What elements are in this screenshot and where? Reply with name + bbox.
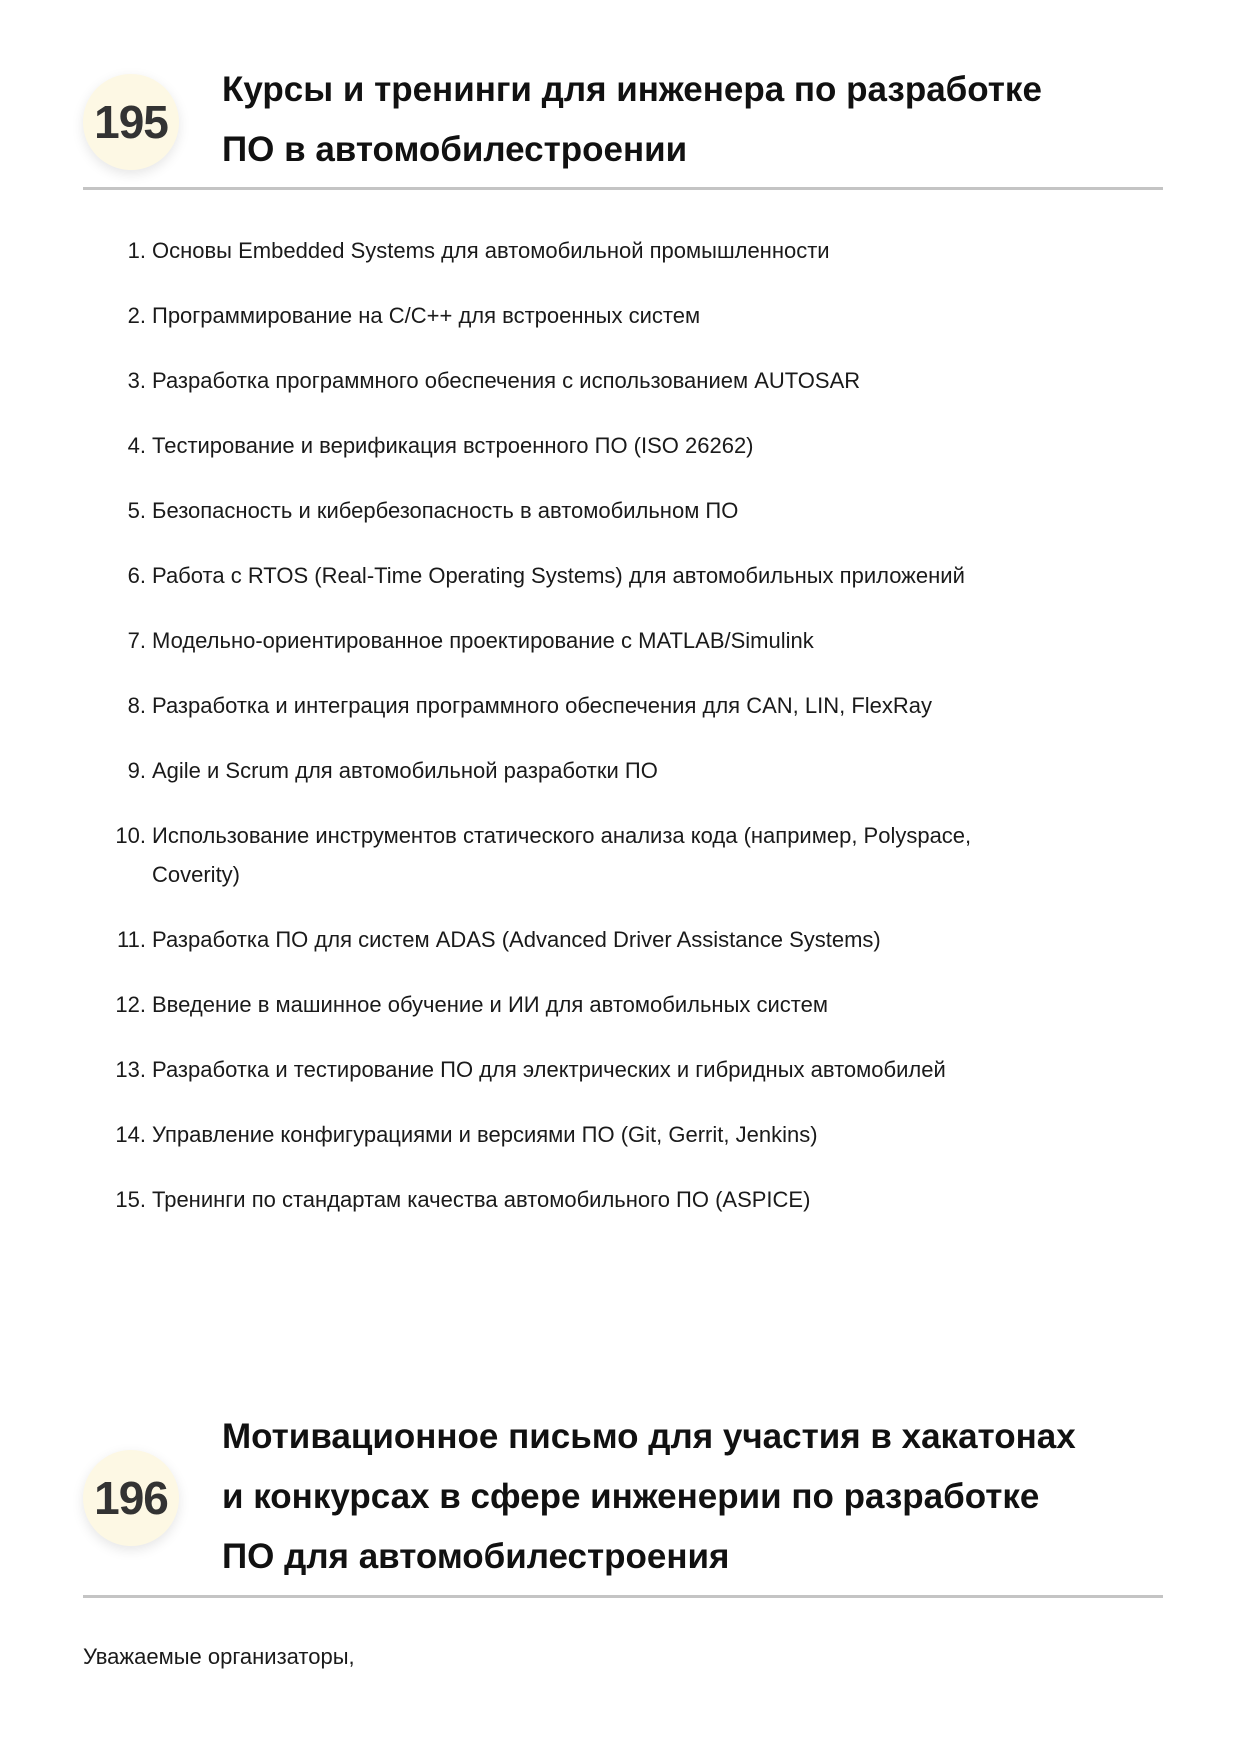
list-item-line: Управление конфигурациями и версиями ПО (Git, Gerrit, Jenkins) [152, 1122, 818, 1147]
list-item [100, 426, 1140, 465]
list-item-line: Модельно-ориентированное проектирование с MATLAB/Simulink [152, 628, 814, 653]
list-item [100, 985, 1140, 1024]
list-item-line: Coverity) [152, 862, 241, 887]
list-item [100, 920, 1140, 959]
list-item-number: 15. [115, 1187, 146, 1212]
list-item-line: Разработка программного обеспечения с использованием AUTOSAR [152, 368, 861, 393]
list-item-number: 3. [127, 368, 146, 393]
list-item-line: Agile и Scrum для автомобильной разработки ПО [152, 758, 658, 783]
list-item-line: Работа с RTOS (Real-Time Operating Systems) для автомобильных приложений [152, 563, 965, 588]
list-item [100, 361, 1140, 400]
list-item-number: 7. [127, 628, 146, 653]
list-item-text [152, 920, 881, 959]
title-line: ПО для автомобилестроения [222, 1537, 730, 1576]
list-item-line: Основы Embedded Systems для автомобильной промышленности [152, 238, 830, 263]
list-item-number: 11. [117, 927, 146, 952]
list-item-line: Разработка и тестирование ПО для электрических и гибридных автомобилей [152, 1057, 946, 1082]
list-item-line: Введение в машинное обучение и ИИ для автомобильных систем [152, 992, 828, 1017]
list-item-line: Программирование на C/C++ для встроенных систем [152, 303, 701, 328]
section-number-badge: 196 [83, 1450, 179, 1546]
list-item [100, 816, 1140, 894]
list-item [100, 231, 1140, 270]
list-item [100, 1050, 1140, 1089]
list-item-text [152, 816, 971, 894]
list-item-text [152, 985, 828, 1024]
list-item [100, 1180, 1140, 1219]
section-title [222, 1407, 1076, 1587]
list-item-text [152, 426, 754, 465]
list-item-line: Использование инструментов статического анализа кода (например, Polyspace, [152, 823, 972, 848]
title-line: и конкурсах в сфере инженерии по разработке [222, 1477, 1040, 1516]
list-item-number: 6. [127, 563, 146, 588]
list-item-number: 12. [115, 992, 146, 1017]
course-list [100, 231, 1140, 1245]
list-item-line: Разработка и интеграция программного обеспечения для CAN, LIN, FlexRay [152, 693, 933, 718]
list-item [100, 491, 1140, 530]
list-item-text [152, 361, 860, 400]
list-item [100, 621, 1140, 660]
list-item-line: Разработка ПО для систем ADAS (Advanced Driver Assistance Systems) [152, 927, 881, 952]
list-item-number: 14. [115, 1122, 146, 1147]
list-item [100, 1115, 1140, 1154]
list-item-text [152, 686, 932, 725]
section-title [222, 60, 1042, 180]
divider [83, 187, 1163, 190]
list-item-number: 2. [127, 303, 146, 328]
list-item-text [152, 1180, 810, 1219]
list-item [100, 751, 1140, 790]
list-item-text [152, 1050, 946, 1089]
title-line: Курсы и тренинги для инженера по разработке [222, 70, 1042, 109]
list-item-line: Безопасность и кибербезопасность в автомобильном ПО [152, 498, 739, 523]
list-item-text [152, 231, 830, 270]
list-item [100, 296, 1140, 335]
divider [83, 1595, 1163, 1598]
list-item [100, 686, 1140, 725]
list-item-text [152, 556, 965, 595]
list-item-text [152, 621, 814, 660]
list-item-line: Тестирование и верификация встроенного ПО (ISO 26262) [152, 433, 754, 458]
list-item-text [152, 751, 658, 790]
letter-greeting: Уважаемые организаторы, [83, 1644, 355, 1669]
list-item-number: 5. [127, 498, 146, 523]
list-item-text [152, 491, 738, 530]
list-item-number: 8. [127, 693, 146, 718]
list-item-text [152, 1115, 818, 1154]
list-item-number: 10. [115, 823, 146, 848]
section-number-badge: 195 [83, 74, 179, 170]
list-item-number: 4. [127, 433, 146, 458]
list-item-number: 1. [127, 238, 146, 263]
title-line: Мотивационное письмо для участия в хакатонах [222, 1417, 1076, 1456]
title-line: ПО в автомобилестроении [222, 130, 688, 169]
list-item-line: Тренинги по стандартам качества автомобильного ПО (ASPICE) [152, 1187, 811, 1212]
list-item [100, 556, 1140, 595]
list-item-number: 13. [115, 1057, 146, 1082]
list-item-text [152, 296, 700, 335]
list-item-number: 9. [127, 758, 146, 783]
